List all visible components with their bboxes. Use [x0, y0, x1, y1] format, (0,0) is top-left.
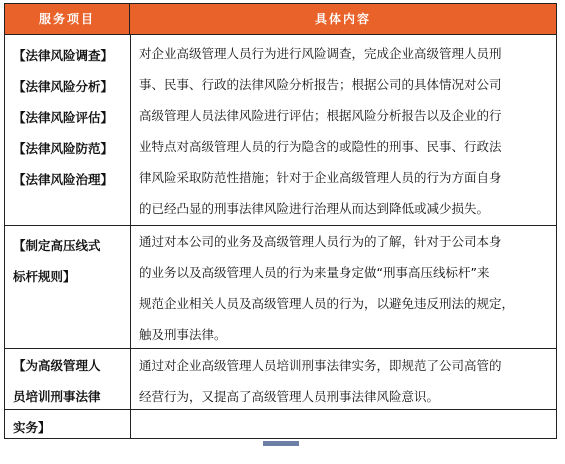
content-line: 业特点对高级管理人员的行为隐含的或隐性的刑事、民事、行政法: [139, 139, 502, 154]
row2-content-cell: [139, 226, 555, 350]
row3-content-cell: [139, 350, 555, 412]
content-line: 对企业高级管理人员行为进行风险调查，完成企业高级管理人员刑: [139, 46, 502, 61]
service-line: 【制定高压线式: [13, 238, 101, 253]
content-line: 律风险采取防范性措施；针对于企业高级管理人员的行为方面自身: [139, 170, 502, 185]
row-divider: [5, 34, 556, 35]
service-line: 【法律风险分析】: [13, 79, 114, 94]
content-line: 的已经凸显的刑事法律风险进行治理从而达到降低或减少损失。: [139, 201, 490, 216]
header-service-item: 服务项目: [5, 4, 130, 34]
scroll-marker: [263, 441, 299, 446]
row1-service-cell: [13, 40, 125, 195]
content-line: 的业务以及高级管理人员的行为来量身定做“刑事高压线标杆”来: [139, 265, 490, 280]
content-line: 高级管理人员法律风险进行评估；根据风险分析报告以及企业的行: [139, 108, 502, 123]
service-line: 【法律风险评估】: [13, 110, 114, 125]
service-line: 标杆规则】: [13, 269, 76, 284]
service-line: 【法律风险治理】: [13, 172, 114, 187]
service-line: 【法律风险防范】: [13, 141, 114, 156]
service-line: 【为高级管理人: [13, 358, 101, 373]
service-line: 实务】: [13, 420, 51, 435]
service-line: 【法律风险调查】: [13, 48, 114, 63]
services-table: [4, 3, 557, 439]
row3-service-cell: [13, 350, 125, 443]
content-line: 经营行为，又提高了高级管理人员刑事法律风险意识。: [139, 389, 440, 404]
content-line: 事、民事、行政的法律风险分析报告；根据公司的具体情况对公司: [139, 77, 502, 92]
header-content: 具体内容: [130, 4, 556, 34]
row2-service-cell: [13, 230, 125, 292]
column-divider: [130, 34, 131, 438]
row1-content-cell: [139, 38, 555, 224]
service-line: 员培训刑事法律: [13, 389, 101, 404]
content-line: 规范企业相关人员及高级管理人员的行为，以避免违反刑法的规定，: [139, 296, 515, 311]
content-line: 触及刑事法律。: [139, 327, 227, 342]
content-line: 通过对本公司的业务及高级管理人员行为的了解，针对于公司本身: [139, 234, 502, 249]
content-line: 通过对企业高级管理人员培训刑事法律实务，即规范了公司高管的: [139, 358, 502, 373]
